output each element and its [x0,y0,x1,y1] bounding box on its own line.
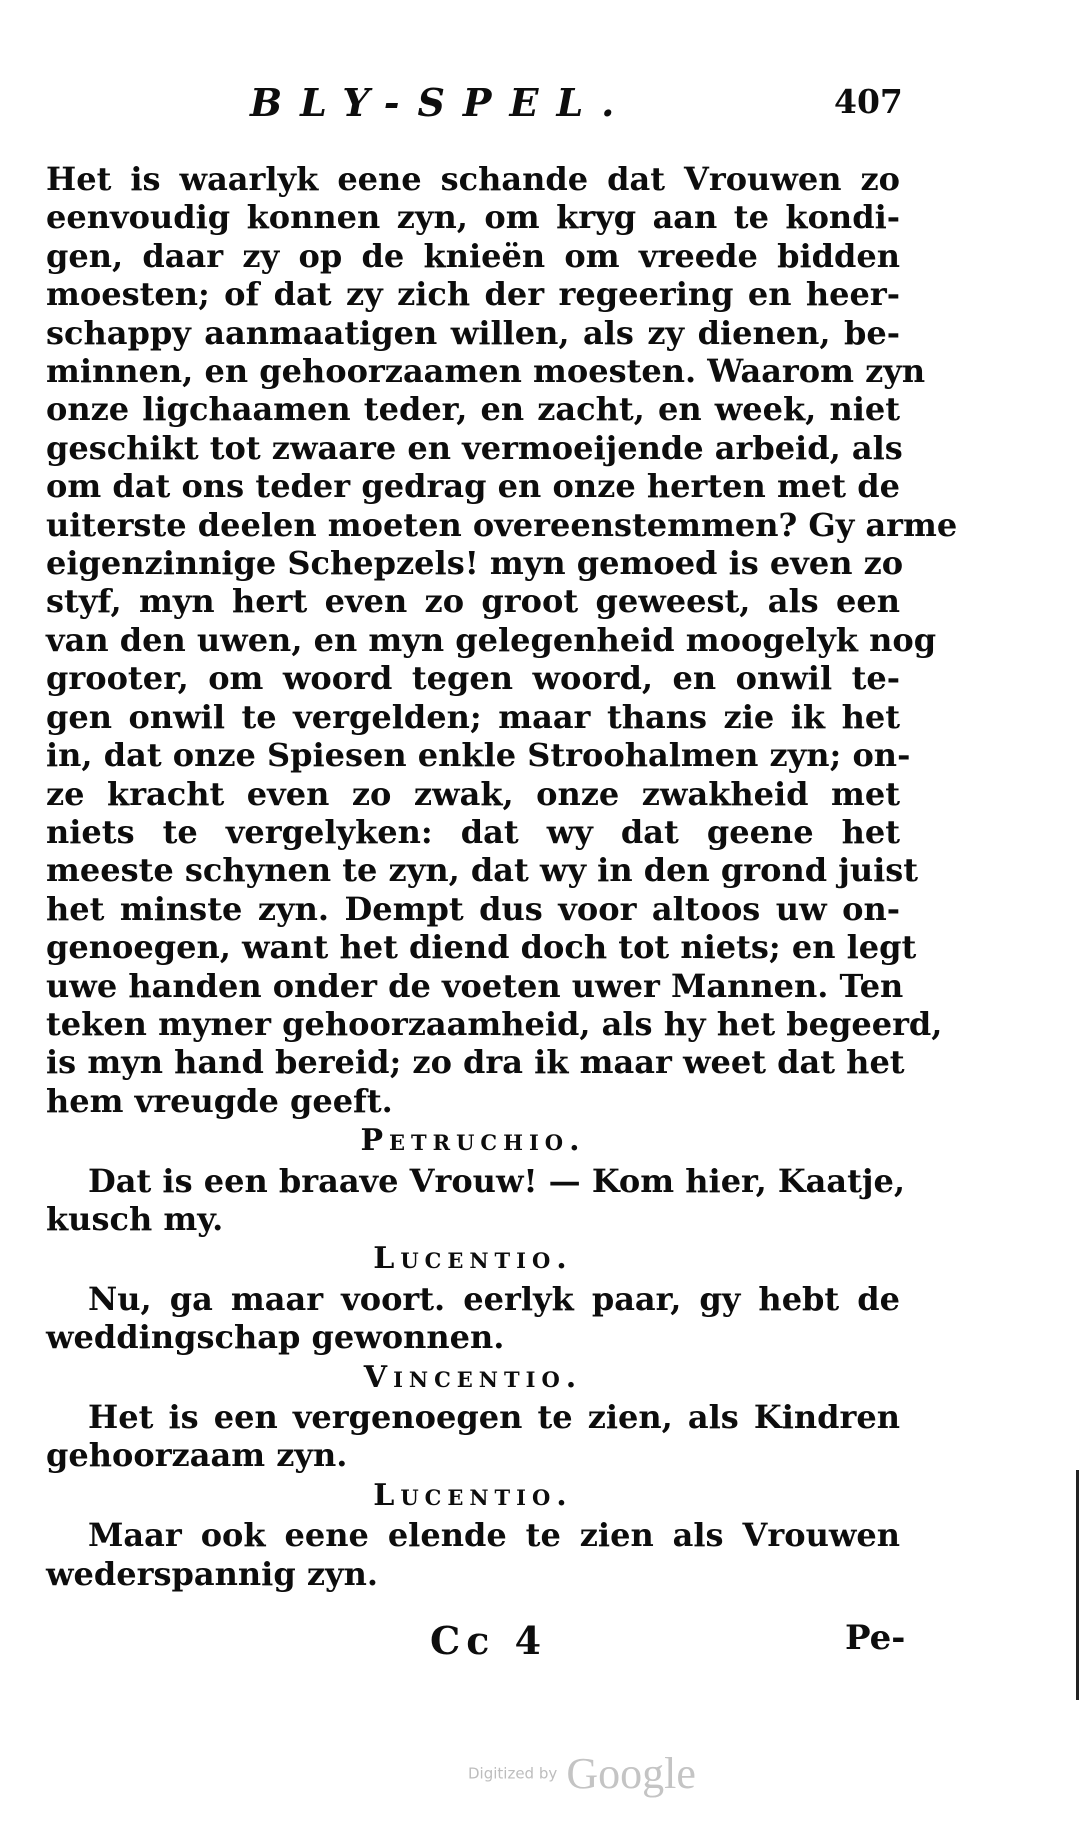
text-line: weddingschap gewonnen. [46,1318,505,1357]
running-title: BLY-SPEL. [250,80,633,125]
text-line: wederspannig zyn. [46,1554,378,1593]
text-line: Maar ook eene elende te zien als Vrouwen [88,1516,900,1555]
text-line: gen, daar zy op de knieën om vreede bidden [46,236,900,275]
text-line: moesten; of dat zy zich der regeering en heer- [46,275,900,314]
digitized-watermark [468,1748,696,1798]
page-edge-shadow [1076,1470,1079,1700]
text-line: Het is waarlyk eene schande dat Vrouwen zo [46,160,900,198]
speaker-name: Vincentio. [363,1359,583,1395]
watermark-prefix: Digitized by [468,1764,558,1783]
text-line: uwe handen onder de voeten uwer Mannen. Ten [46,966,904,1005]
catchword: Pe- [845,1618,906,1658]
text-line: styf, myn hert even zo groot geweest, als een [46,582,900,621]
main-text [46,160,958,1593]
page-header [0,80,1081,130]
page-footer [0,1618,1081,1668]
text-line: van den uwen, en myn gelegenheid moogelyk nog [46,620,937,659]
signature-mark: Cc 4 [430,1618,548,1663]
text-line: eigenzinnige Schepzels! myn gemoed is even zo [46,544,904,583]
speaker-name: Lucentio. [373,1241,573,1277]
text-line: hem vreugde geeft. [46,1081,393,1120]
text-line: om dat ons teder gedrag en onze herten met de [46,467,900,506]
text-line: niets te vergelyken: dat wy dat geene het [46,812,900,851]
text-line: schappy aanmaatigen willen, als zy dienen, be- [46,313,900,352]
text-line: Nu, ga maar voort. eerlyk paar, gy hebt de [88,1279,900,1318]
watermark-brand: Google [566,1749,696,1798]
text-line: minnen, en gehoorzaamen moesten. Waarom zyn [46,352,926,391]
text-line: is myn hand bereid; zo dra ik maar weet dat het [46,1043,905,1082]
text-line: gen onwil te vergelden; maar thans zie ik het [46,697,900,736]
text-line: onze ligchaamen teder, en zacht, en week, niet [46,390,900,429]
speaker-name: Lucentio. [373,1477,573,1513]
text-line: in, dat onze Spiesen enkle Stroohalmen zyn; on- [46,736,911,775]
text-line: gehoorzaam zyn. [46,1436,348,1475]
text-line: uiterste deelen moeten overeenstemmen? Gy arme [46,505,958,544]
text-line: kusch my. [46,1199,224,1238]
text-line: grooter, om woord tegen woord, en onwil te- [46,659,900,698]
text-line: Het is een vergenoegen te zien, als Kindren [88,1398,900,1436]
text-line: eenvoudig konnen zyn, om kryg aan te kondi- [46,198,900,237]
text-line: ze kracht even zo zwak, onze zwakheid met [46,774,900,813]
page-number: 407 [834,82,903,121]
text-line: Dat is een braave Vrouw! — Kom hier, Kaatje, [88,1161,905,1200]
text-line: meeste schynen te zyn, dat wy in den grond juist [46,851,919,890]
text-line: geschikt tot zwaare en vermoeijende arbeid, als [46,428,903,467]
speaker-name: Petruchio. [360,1123,586,1159]
text-line: genoegen, want het diend doch tot niets; en legt [46,928,917,967]
text-line: het minste zyn. Dempt dus voor altoos uw on- [46,889,900,928]
text-line: teken myner gehoorzaamheid, als hy het begeerd, [46,1004,943,1043]
